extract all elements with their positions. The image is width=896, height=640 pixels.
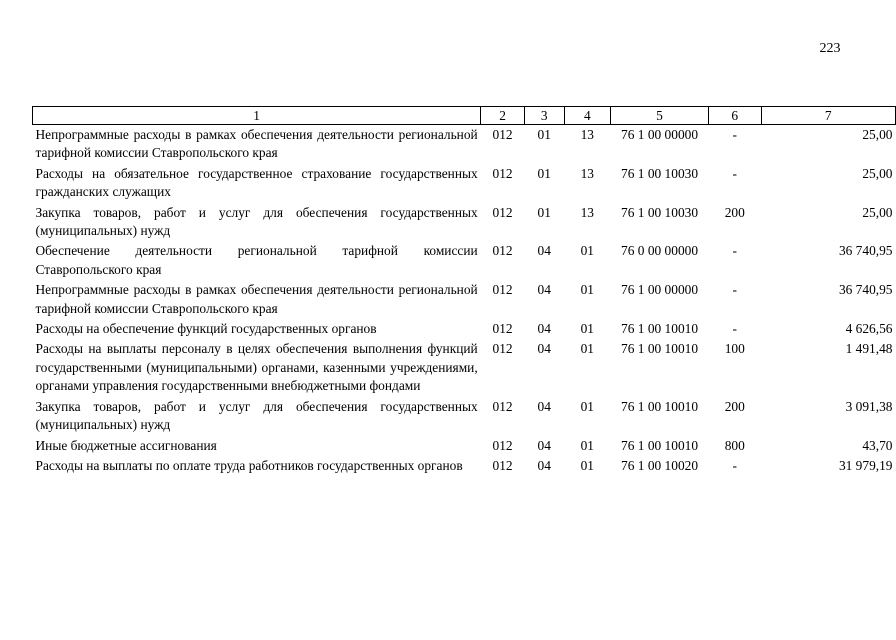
table-row [33, 456, 896, 476]
row-description: Расходы на выплаты по оплате труда работников государственных органов [35, 457, 463, 473]
row-amount: 36 740,95 [838, 243, 893, 259]
row-target-article: 76 1 00 10010 [621, 341, 699, 357]
row-subsection-code: 13 [580, 165, 594, 181]
row-description: Иные бюджетные ассигнования [35, 437, 217, 453]
row-description: Непрограммные расходы в рамках обеспечения деятельности региональной тарифной комиссии Ставропольского края [35, 282, 478, 316]
row-section-code: 04 [537, 437, 551, 453]
row-description: Закупка товаров, работ и услуг для обеспечения государственных (муниципальных) нужд [35, 204, 478, 239]
row-expense-type: 100 [724, 341, 745, 357]
table-row [33, 241, 896, 280]
row-target-article: 76 1 00 10010 [621, 398, 699, 414]
row-ministry-code: 012 [492, 282, 513, 298]
row-target-article: 76 0 00 00000 [621, 243, 699, 259]
row-section-code: 01 [537, 127, 551, 142]
row-expense-type: - [732, 321, 738, 337]
row-target-article: 76 1 00 00000 [621, 282, 699, 298]
row-amount: 3 091,38 [845, 398, 893, 414]
row-ministry-code: 012 [492, 437, 513, 453]
table-row [33, 397, 896, 436]
row-ministry-code: 012 [492, 341, 513, 357]
row-subsection-code: 13 [580, 127, 594, 142]
row-description: Расходы на обязательное государственное страхование государственных гражданских служащих [35, 165, 478, 200]
row-section-code: 04 [537, 321, 551, 337]
row-section-code: 04 [537, 243, 551, 259]
row-subsection-code: 01 [580, 457, 594, 473]
row-expense-type: - [732, 243, 738, 259]
row-expense-type: 200 [724, 398, 745, 414]
row-description: Расходы на обеспечение функций государственных органов [35, 321, 377, 337]
row-ministry-code: 012 [492, 457, 513, 473]
table-row [33, 203, 896, 242]
row-amount: 25,00 [862, 165, 893, 181]
row-expense-type: - [732, 282, 738, 298]
row-expense-type: 800 [724, 437, 745, 453]
row-section-code: 04 [537, 457, 551, 473]
row-description: Обеспечение деятельности региональной тарифной комиссии Ставропольского края [35, 243, 478, 277]
row-section-code: 01 [537, 204, 551, 220]
row-amount: 31 979,19 [838, 457, 893, 473]
table-row [33, 280, 896, 319]
row-target-article: 76 1 00 00000 [621, 127, 699, 142]
row-amount: 43,70 [862, 437, 893, 453]
table-row [33, 339, 896, 396]
row-subsection-code: 01 [580, 341, 594, 357]
row-expense-type: 200 [724, 204, 745, 220]
row-amount: 4 626,56 [845, 321, 893, 337]
row-subsection-code: 01 [580, 243, 594, 259]
row-target-article: 76 1 00 10010 [621, 437, 699, 453]
column-header-2: 2 [481, 107, 525, 125]
row-ministry-code: 012 [492, 321, 513, 337]
row-ministry-code: 012 [492, 243, 513, 259]
row-expense-type: - [732, 127, 738, 142]
row-target-article: 76 1 00 10030 [621, 165, 699, 181]
column-header-4: 4 [564, 107, 611, 125]
row-subsection-code: 13 [580, 204, 594, 220]
column-header-6: 6 [709, 107, 762, 125]
row-description: Непрограммные расходы в рамках обеспечения деятельности региональной тарифной комиссии Ставропольского края [35, 127, 478, 161]
header-row [33, 107, 896, 125]
budget-table [32, 106, 896, 476]
column-header-3: 3 [524, 107, 564, 125]
row-subsection-code: 01 [580, 398, 594, 414]
row-ministry-code: 012 [492, 165, 513, 181]
row-amount: 25,00 [862, 127, 893, 142]
row-section-code: 04 [537, 282, 551, 298]
row-target-article: 76 1 00 10030 [621, 204, 699, 220]
page-number: 223 [819, 41, 841, 56]
column-header-5: 5 [611, 107, 709, 125]
row-ministry-code: 012 [492, 204, 513, 220]
table-row [33, 125, 896, 164]
row-ministry-code: 012 [492, 398, 513, 414]
column-header-1: 1 [33, 107, 481, 125]
row-target-article: 76 1 00 10020 [621, 457, 699, 473]
row-description: Расходы на выплаты персоналу в целях обеспечения выполнения функций государственными (муниципальными) органами, казенными учреждениями, органами управления государственными внебюджетными фондами [35, 341, 478, 394]
row-section-code: 04 [537, 398, 551, 414]
row-section-code: 01 [537, 165, 551, 181]
row-expense-type: - [732, 165, 738, 181]
table-row [33, 436, 896, 456]
row-expense-type: - [732, 457, 738, 473]
table-row [33, 164, 896, 203]
row-subsection-code: 01 [580, 437, 594, 453]
row-amount: 36 740,95 [838, 282, 893, 298]
row-target-article: 76 1 00 10010 [621, 321, 699, 337]
row-section-code: 04 [537, 341, 551, 357]
table-row [33, 319, 896, 339]
row-amount: 25,00 [862, 204, 893, 220]
row-subsection-code: 01 [580, 282, 594, 298]
row-ministry-code: 012 [492, 127, 513, 142]
row-subsection-code: 01 [580, 321, 594, 337]
column-header-7: 7 [761, 107, 895, 125]
row-description: Закупка товаров, работ и услуг для обеспечения государственных (муниципальных) нужд [35, 398, 478, 433]
row-amount: 1 491,48 [845, 341, 893, 357]
